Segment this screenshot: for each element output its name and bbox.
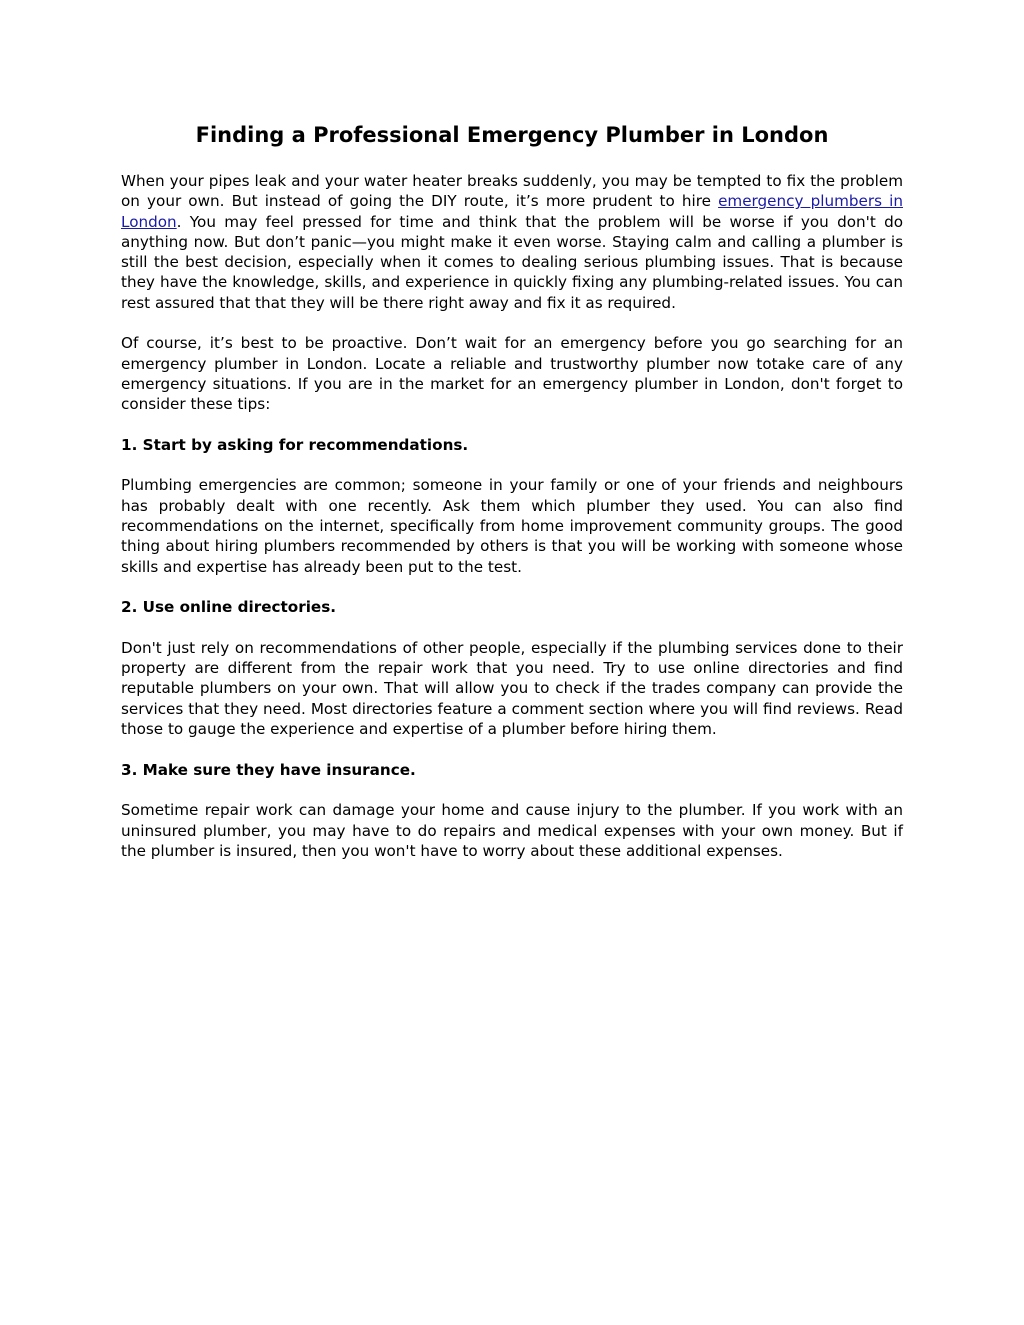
intro-text-after-link: . You may feel pressed for time and think that the problem will be worse if you don't do anything now. But don’t panic—you might make it even worse. Staying calm and calling a plumber is still the best decision, especially when it comes to dealing serious plumbing issues. That is because they have the knowledge, skills, and experience in quickly fixing any plumbing-related issues. You can rest assured that that they will be there right away and fix it as required. (121, 212, 903, 312)
section-heading-insurance: 3. Make sure they have insurance. (121, 760, 416, 779)
section-body-insurance: Sometime repair work can damage your home and cause injury to the plumber. If you work with an uninsured plumber, you may have to do repairs and medical expenses with your own money. But if the plumber is insured, then you won't have to worry about these additional expenses. (121, 801, 903, 860)
section-body-recommendations: Plumbing emergencies are common; someone in your family or one of your friends and neighbours has probably dealt with one recently. Ask them which plumber they used. You can also find recommendations on the internet, specifically from home improvement community groups. The good thing about hiring plumbers recommended by others is that you will be working with someone whose skills and expertise has already been put to the test. (121, 476, 903, 576)
intro-paragraph (121, 171, 903, 313)
proactive-paragraph: Of course, it’s best to be proactive. Don’t wait for an emergency before you go searching for an emergency plumber in London. Locate a reliable and trustworthy plumber now totake care of any emergency situations. If you are in the market for an emergency plumber in London, don't forget to consider these tips: (121, 334, 903, 414)
document-page (121, 118, 903, 881)
emergency-plumbers-link[interactable]: emergency plumbers in London (121, 192, 903, 231)
intro-text-before-link: When your pipes leak and your water heater breaks suddenly, you may be tempted to fix the problem on your own. But instead of going the DIY route, it’s more prudent to hire (121, 172, 903, 211)
section-body-directories: Don't just rely on recommendations of other people, especially if the plumbing services done to their property are different from the repair work that you need. Try to use online directories and find reputable plumbers on your own. That will allow you to check if the trades company can provide the services that they need. Most directories feature a comment section where you will find reviews. Read those to gauge the experience and expertise of a plumber before hiring them. (121, 638, 903, 739)
section-heading-directories: 2. Use online directories. (121, 598, 337, 617)
page-title: Finding a Professional Emergency Plumber in London (195, 123, 829, 147)
section-heading-recommendations: 1. Start by asking for recommendations. (121, 435, 469, 454)
